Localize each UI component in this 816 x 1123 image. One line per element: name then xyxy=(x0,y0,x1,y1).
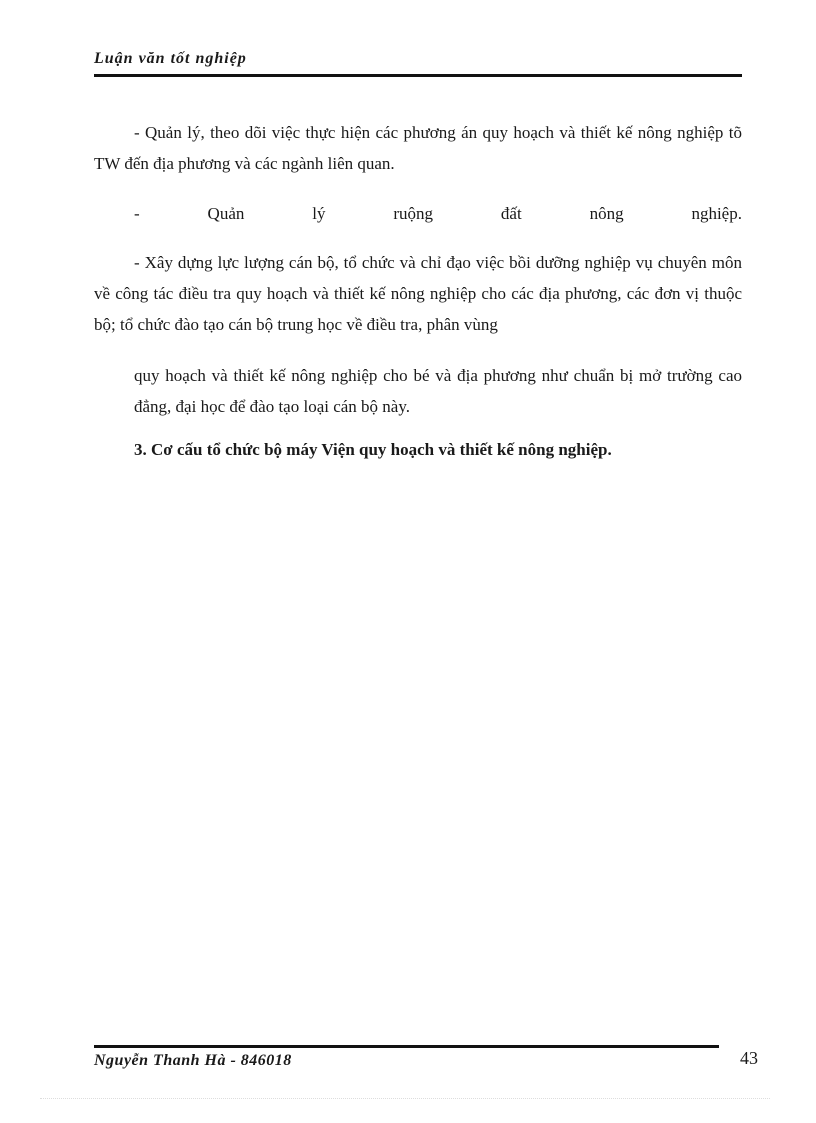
word: ruộng xyxy=(393,204,434,223)
word: nghiệp. xyxy=(691,204,742,223)
paragraph-2 xyxy=(94,198,742,229)
word: nông xyxy=(589,204,624,223)
footer-author: Nguyễn Thanh Hà - 846018 xyxy=(94,1052,292,1069)
header-rule xyxy=(94,74,742,77)
section-heading: 3. Cơ cấu tổ chức bộ máy Viện quy hoạch và thiết kế nông nghiệp. xyxy=(134,440,612,459)
word: lý xyxy=(312,204,326,223)
paragraph-4: quy hoạch và thiết kế nông nghiệp cho bé và địa phương như chuẩn bị mở trường cao đẳng, đại học để đào tạo loại cán bộ này. xyxy=(134,366,742,416)
page-number: 43 xyxy=(740,1048,758,1068)
paragraph-3: - Xây dựng lực lượng cán bộ, tổ chức và chỉ đạo việc bồi dưỡng nghiệp vụ chuyên môn về công tác điều tra quy hoạch và thiết kế nông nghiệp cho các địa phương, các đơn vị thuộc bộ; tổ chức đào tạo cán bộ trung học về điều tra, phân vùng xyxy=(94,253,742,334)
word: Quản xyxy=(207,204,245,223)
footer-rule xyxy=(94,1045,719,1048)
word: đất xyxy=(500,204,522,223)
bottom-divider xyxy=(40,1098,770,1099)
word: - xyxy=(134,204,140,223)
header-title: Luận văn tốt nghiệp xyxy=(94,50,247,67)
paragraph-1: - Quản lý, theo dõi việc thực hiện các phương án quy hoạch và thiết kế nông nghiệp tõ TW đến địa phương và các ngành liên quan. xyxy=(94,123,742,173)
